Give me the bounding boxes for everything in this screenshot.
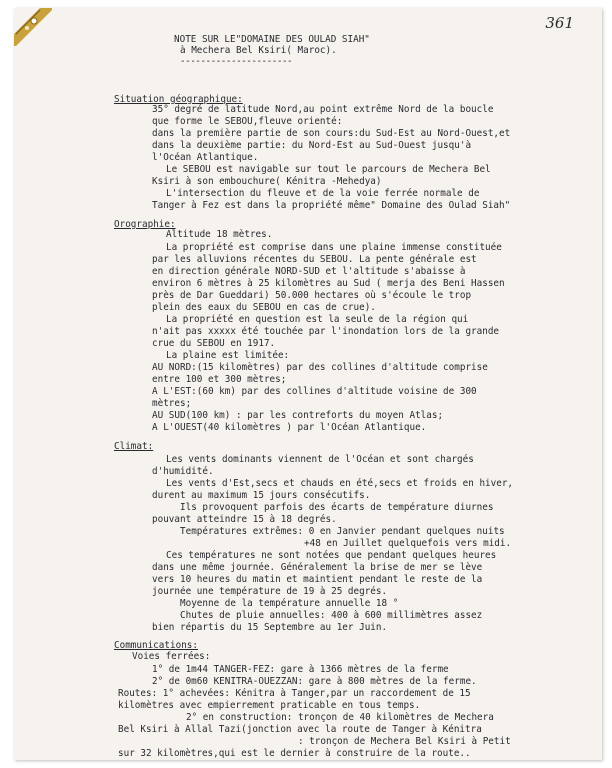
text-line: journée une température de 19 à 25 degrés. xyxy=(152,586,388,597)
text-line: l'Océan Atlantique. xyxy=(152,152,259,163)
text-line: Ces températures ne sont notées que pendant quelques heures xyxy=(166,550,497,561)
text-line: plein des eaux du SEBOU en cas de crue). xyxy=(152,302,376,313)
document-page xyxy=(14,8,602,760)
text-line: pouvant atteindre 15 à 18 degrés. xyxy=(152,514,337,525)
text-line: La plaine est limitée: xyxy=(166,350,290,361)
text-line: kilomètres avec empierrement praticable en tous temps. xyxy=(118,700,421,711)
title-line-2: à Mechera Bel Ksiri( Maroc). xyxy=(180,45,337,56)
text-line: Tanger à Fez est dans la propriété même" Domaine des Oulad Siah" xyxy=(152,200,511,211)
text-line: Moyenne de la température annuelle 18 ° xyxy=(180,598,399,609)
text-line: A L'OUEST(40 kilomètres ) par l'Océan Atlantique. xyxy=(152,422,427,433)
section-heading: Situation géographique: xyxy=(114,94,243,105)
document-title xyxy=(174,34,370,67)
text-line: bien répartis du 15 Septembre au 1er Juin. xyxy=(152,622,388,633)
title-line-1: NOTE SUR LE"DOMAINE DES OULAD SIAH" xyxy=(174,34,370,45)
text-line: environ 6 mètres à 25 kilomètres au Sud ( merja des Beni Hassen xyxy=(152,278,505,289)
text-line: AU NORD:(15 kilomètres) par des collines d'altitude comprise xyxy=(152,362,488,373)
text-line: Bel Ksiri à Allal Tazi(jonction avec la route de Tanger à Kénitra xyxy=(118,724,482,735)
text-line: crue du SEBOU en 1917. xyxy=(152,338,276,349)
text-line: Températures extrêmes: 0 en Janvier pendant quelques nuits xyxy=(180,526,505,537)
text-line: sur 32 kilomètres,qui est le dernier à construire de la route.. xyxy=(118,748,471,759)
text-line: n'ait pas xxxxx été touchée par l'inondation lors de la grande xyxy=(152,326,500,337)
section-heading: Communications: xyxy=(114,640,198,651)
text-line: La propriété en question est la seule de la région qui xyxy=(166,314,469,325)
text-line: dans la deuxième partie: du Nord-Est au Sud-Ouest jusqu'à xyxy=(152,140,472,151)
text-line: : tronçon de Mechera Bel Ksiri à Petit xyxy=(298,736,511,747)
text-line: Les vents dominants viennent de l'Océan et sont chargés xyxy=(166,454,474,465)
text-line: Altitude 18 mètres. xyxy=(166,229,273,240)
text-line: durent au maximum 15 jours consécutifs. xyxy=(152,490,371,501)
text-line: A L'EST:(60 km) par des collines d'altitude voisine de 300 xyxy=(152,386,477,397)
title-rule: ---------------------- xyxy=(180,56,293,67)
section-heading: Orographie: xyxy=(114,219,176,230)
text-line: vers 10 heures du matin et maintient pendant le reste de la xyxy=(152,574,483,585)
text-line: AU SUD(100 km) : par les contreforts du moyen Atlas; xyxy=(152,410,444,421)
text-line: 2° de 0m60 KENITRA-OUEZZAN: gare à 800 mètres de la ferme. xyxy=(152,676,477,687)
text-line: Ils provoquent parfois des écarts de température diurnes xyxy=(180,502,494,513)
text-line: entre 100 et 300 mètres; xyxy=(152,374,287,385)
text-line: 35° degré de latitude Nord,au point extrême Nord de la boucle xyxy=(152,104,494,115)
text-line: 1° de 1m44 TANGER-FEZ: gare à 1366 mètres de la ferme xyxy=(152,664,449,675)
text-line: que forme le SEBOU,fleuve orienté: xyxy=(152,116,343,127)
text-line: Le SEBOU est navigable sur tout le parcours de Mechera Bel xyxy=(166,164,491,175)
text-line: en direction générale NORD-SUD et l'altitude s'abaisse à xyxy=(152,266,466,277)
text-line: dans une même journée. Généralement la brise de mer se lève xyxy=(152,562,483,573)
text-line: Ksiri à son embouchure( Kénitra -Mehedya) xyxy=(152,176,382,187)
section-heading: Climat: xyxy=(114,441,154,452)
text-line: Chutes de pluie annuelles: 400 à 600 millimètres assez xyxy=(180,610,483,621)
text-line: d'humidité. xyxy=(152,466,214,477)
text-line: +48 en Juillet quelquefois vers midi. xyxy=(304,538,512,549)
folio-number: 361 xyxy=(545,14,574,32)
text-line: par les alluvions récentes du SEBOU. La pente générale est xyxy=(152,254,477,265)
text-line: Routes: 1° achevées: Kénitra à Tanger,par un raccordement de 15 xyxy=(118,688,471,699)
text-line: Voies ferrées: xyxy=(132,651,211,662)
text-line: 2° en construction: tronçon de 40 kilomètres de Mechera xyxy=(186,712,494,723)
text-line: dans la première partie de son cours:du Sud-Est au Nord-Ouest,et xyxy=(152,128,511,139)
typed-text xyxy=(14,8,602,760)
text-line: L'intersection du fleuve et de la voie ferrée normale de xyxy=(166,188,480,199)
text-line: La propriété est comprise dans une plaine immense constituée xyxy=(166,242,502,253)
text-line: mètres; xyxy=(152,398,192,409)
text-line: Les vents d'Est,secs et chauds en été,secs et froids en hiver, xyxy=(166,478,514,489)
text-line: près de Dar Gueddari) 50.000 hectares où s'écoule le trop xyxy=(152,290,472,301)
